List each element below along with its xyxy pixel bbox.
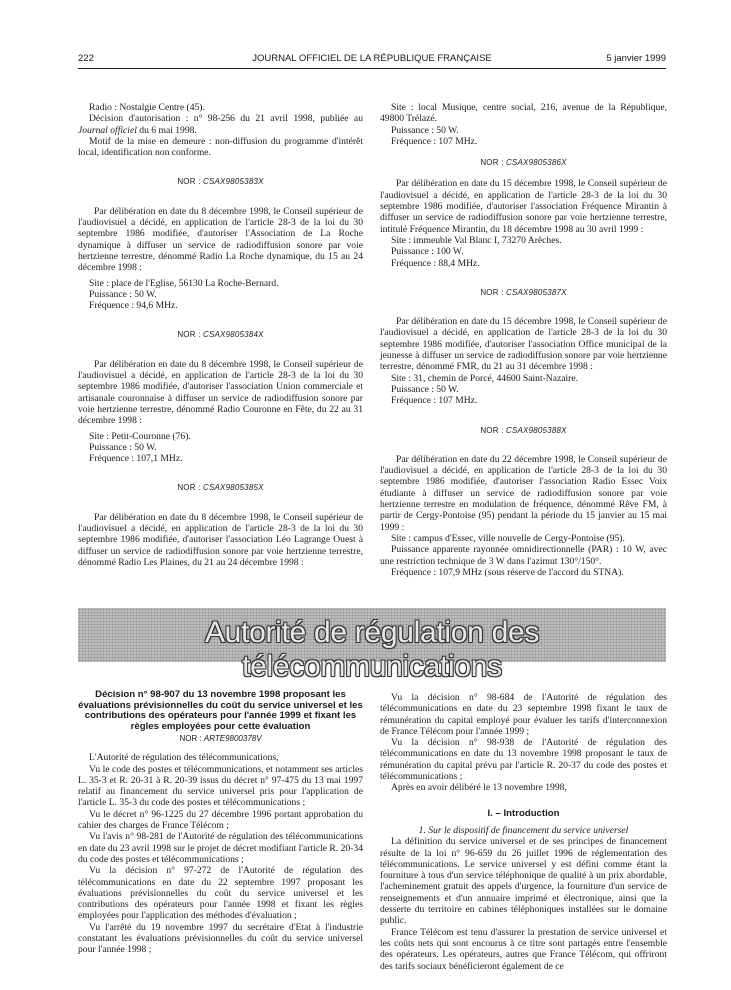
power-line: Puissance : 50 W. bbox=[89, 288, 157, 300]
decision-paragraph: La définition du service universel et de ses principes de financement résulte de la loi n° 96-659 du 26 juillet 1996 de réglementation des télécommunications. Le service universel y est défini comme étant la fourniture à tous d'un service téléphonique de qualité à un prix abordable, l'acheminement gratuit des appels d'urgence, la fourniture d'un service de renseignements et d'un annuaire imprimé et électronique, ainsi que la desserte du territoire en cabines téléphoniques installées sur le domaine public. bbox=[380, 836, 667, 927]
nor-reference: NOR : CSAX9805383X bbox=[177, 177, 264, 187]
deliberation-paragraph: Par délibération en date du 15 décembre 1998, le Conseil supérieur de l'audiovisuel a décidé, en application de l'article 28-3 de la loi du 30 septembre 1986 modifiée, d'autoriser l'association Office municipal de la jeunesse à diffuser un service de radiodiffusion sonore par voie hertzienne terrestre, dénommé FMR, du 21 au 31 décembre 1998 : bbox=[380, 316, 667, 373]
nor-reference: NOR : CSAX9805388X bbox=[480, 425, 567, 435]
frequency-line: Fréquence : 88,4 MHz. bbox=[391, 257, 480, 269]
frequency-line: Fréquence : 107 MHz. bbox=[391, 135, 478, 147]
site-line: Site : local Musique, centre social, 216, avenue de la République, 49800 Trélazé. bbox=[380, 102, 667, 125]
section-banner-title: Autorité de régulation des télécommunications bbox=[204, 616, 540, 683]
decision-paragraph: Vu la décision n° 98-938 de l'Autorité de régulation des télécommunications en date du 13 novembre 1998 proposant le taux de rémunération du capital prévu par l'article R. 20-37 du code des postes et télécommunications ; bbox=[380, 737, 667, 783]
column-right bbox=[380, 102, 667, 578]
decision-paragraph: Vu le code des postes et télécommunications, et notamment ses articles L. 35-3 et R. 20-31 à R. 20-39 issus du décret n° 97-475 du 13 mai 1997 relatif au financement du service universel pris pour l'application de l'article L. 35-3 du code des postes et télécommunications ; bbox=[78, 763, 363, 809]
decision-paragraph: Après en avoir délibéré le 13 novembre 1998, bbox=[391, 782, 567, 794]
journal-officiel-ref: Journal officiel bbox=[78, 124, 137, 136]
site-line: Site : campus d'Essec, ville nouvelle de Cergy-Pontoise (95). bbox=[391, 532, 625, 544]
motif-line: Motif de la mise en demeure : non-diffusion du programme d'intérêt local, identification non conforme. bbox=[78, 135, 363, 159]
nor-reference: NOR : CSAX9805386X bbox=[480, 158, 567, 168]
frequency-line: Fréquence : 107,9 MHz (sous réserve de l'accord du STNA). bbox=[391, 566, 624, 578]
subsection-heading: 1. Sur le dispositif de financement du service universel bbox=[418, 824, 629, 836]
issue-date: 5 janvier 1999 bbox=[606, 53, 666, 64]
site-line: Site : immeuble Val Blanc I, 73270 Arêches. bbox=[391, 234, 562, 246]
site-line: Site : Petit-Couronne (76). bbox=[89, 430, 191, 442]
journal-title: JOURNAL OFFICIEL DE LA RÉPUBLIQUE FRANÇAISE bbox=[252, 53, 492, 64]
deliberation-paragraph: Par délibération en date du 8 décembre 1998, le Conseil supérieur de l'audiovisuel a décidé, en application de l'article 28-3 de la loi du 30 septembre 1986 modifiée, d'autoriser l'association Léo Lagrange Ouest à diffuser un service de radiodiffusion sonore par voie hertzienne terrestre, dénommé Radio Les Plaines, du 21 au 24 décembre 1998 : bbox=[78, 511, 363, 568]
decision-paragraph: Vu la décision n° 98-684 de l'Autorité de régulation des télécommunications en date du 23 septembre 1998 fixant le taux de rémunération du capital employé pour évaluer les tarifs d'interconnexion de France Télécom pour l'année 1999 ; bbox=[380, 692, 667, 737]
deliberation-paragraph: Par délibération en date du 15 décembre 1998, le Conseil supérieur de l'audiovisuel a décidé, en application de l'article 28-3 de la loi du 30 septembre 1986 modifiée, d'autoriser l'association Fréquence Mirantin à diffuser un service de radiodiffusion sonore par voie hertzienne terrestre, intitulé Fréquence Mirantin, du 18 décembre 1998 au 30 avril 1999 : bbox=[380, 178, 667, 235]
decision-paragraph: Vu l'arrêté du 19 novembre 1997 du secrétaire d'Etat à l'industrie constatant les évaluations prévisionnelles du coût du service universel pour l'année 1998 ; bbox=[78, 921, 363, 956]
power-line: Puissance : 50 W. bbox=[391, 383, 459, 395]
nor-reference: NOR : CSAX9805387X bbox=[480, 287, 567, 297]
decision-column-left bbox=[78, 690, 363, 956]
column-left bbox=[78, 102, 363, 568]
power-line: Puissance : 100 W. bbox=[391, 246, 464, 258]
deliberation-paragraph: Par délibération en date du 8 décembre 1998, le Conseil supérieur de l'audiovisuel a décidé, en application de l'article 28-3 de la loi du 30 septembre 1986 modifiée, d'autoriser l'Association de La Roche dynamique à diffuser un service de radiodiffusion sonore par voie hertzienne terrestre, dénommé Radio La Roche dynamique, du 15 au 24 décembre 1998 : bbox=[78, 205, 363, 274]
deliberation-paragraph: Par délibération en date du 22 décembre 1998, le Conseil supérieur de l'audiovisuel a décidé, en application de l'article 28-3 de la loi du 30 septembre 1986 modifiée, d'autoriser l'association Radio Essec Voix étudiante à diffuser un service de radiodiffusion sonore par voie hertzienne terrestre en modulation de fréquence, dénommé Rêve FM, à partir de Cergy-Pontoise (95) pendant la période du 15 janvier au 15 mai 1999 : bbox=[380, 453, 667, 533]
nor-reference: NOR : CSAX9805384X bbox=[177, 330, 264, 340]
power-line: Puissance : 50 W. bbox=[391, 124, 459, 136]
site-line: Site : 31, chemin de Porcé, 44600 Saint-Nazaire. bbox=[391, 372, 579, 384]
power-line: Puissance : 50 W. bbox=[89, 441, 157, 453]
decision-column-right bbox=[380, 692, 667, 972]
page-number: 222 bbox=[78, 53, 94, 64]
decision-paragraph: France Télécom est tenu d'assurer la prestation de service universel et les coûts nets qui sont encourus à ce titre sont partagés entre l'ensemble des opérateurs. Les opérateurs, autres que France Télécom, qui offriront des tarifs sociaux bénéficieront également de ce bbox=[380, 926, 667, 972]
nor-reference: NOR : CSAX9805385X bbox=[177, 483, 264, 493]
authorization-line: Décision d'autorisation : n° 98-256 du 21 avril 1998, publiée au Journal officiel du 6 mai 1998. bbox=[78, 113, 363, 136]
nor-reference: NOR : ARTE9800378V bbox=[179, 734, 262, 743]
deliberation-paragraph: Par délibération en date du 8 décembre 1998, le Conseil supérieur de l'audiovisuel a décidé, en application de l'article 28-3 de la loi du 30 septembre 1986 modifiée, d'autoriser l'association Union commerciale et artisanale couronnaise à diffuser un service de radiodiffusion sonore par voie hertzienne terrestre, dénommé Radio Couronne en Fête, du 22 au 31 décembre 1998 : bbox=[78, 358, 363, 427]
page-header bbox=[78, 50, 666, 66]
decision-paragraph: Vu le décret n° 96-1225 du 27 décembre 1996 portant approbation du cahier des charges de France Télécom ; bbox=[78, 808, 363, 832]
header-rule bbox=[78, 68, 666, 69]
decision-paragraph: L'Autorité de régulation des télécommunications, bbox=[89, 752, 279, 764]
section-banner bbox=[78, 608, 666, 683]
frequency-line: Fréquence : 107,1 MHz. bbox=[89, 453, 183, 465]
decision-paragraph: Vu l'avis n° 98-281 de l'Autorité de régulation des télécommunications en date du 23 avril 1998 sur le projet de décret modifiant l'article R. 20-34 du code des postes et télécommunications ; bbox=[78, 831, 363, 865]
site-line: Site : place de l'Eglise, 56130 La Roche-Bernard. bbox=[89, 277, 279, 289]
frequency-line: Fréquence : 94,6 MHz. bbox=[89, 300, 178, 312]
radio-line: Radio : Nostalgie Centre (45). bbox=[89, 102, 205, 113]
frequency-line: Fréquence : 107 MHz. bbox=[391, 395, 478, 407]
decision-paragraph: Vu la décision n° 97-272 de l'Autorité de régulation des télécommunications en date du 22 septembre 1997 proposant les évaluations prévisionnelles du coût du service universel et les contributions des opérateurs pour l'année 1998 et fixant les règles employées pour l'application des méthodes d'évaluation ; bbox=[78, 865, 363, 922]
power-line: Puissance apparente rayonnée omnidirectionnelle (PAR) : 10 W, avec une restriction technique de 3 W dans l'azimut 130°/150°. bbox=[380, 544, 667, 567]
decision-title: Décision n° 98-907 du 13 novembre 1998 proposant les évaluations prévisionnelles du coût du service universel et les contributions des opérateurs pour l'année 1999 et fixant les règles employées pour cette évaluation bbox=[78, 689, 363, 732]
section-heading: I. – Introduction bbox=[487, 807, 560, 819]
